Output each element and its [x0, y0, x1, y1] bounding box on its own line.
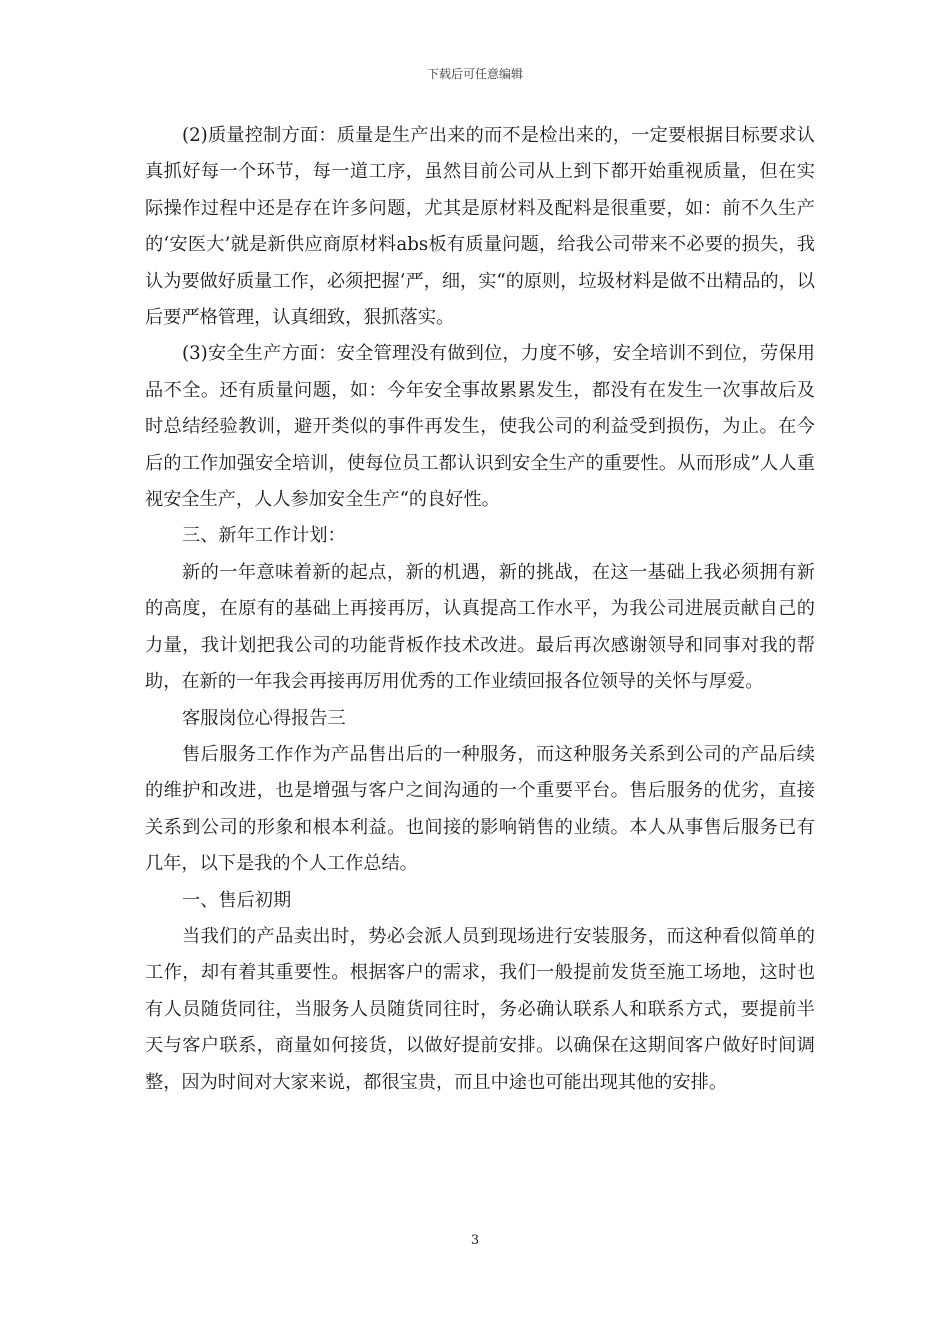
heading-after-sales-initial: 一、售后初期 [182, 889, 292, 911]
paragraph-after-sales-intro: 售后服务工作作为产品售出后的一种服务，而这种服务关系到公司的产品后续的维护和改进，也是增强与客户之间沟通的一个重要平台。售后服务的优劣，直接关系到公司的形象和根本利益。也间接的影响销售的业绩。本人从事售后服务已有几年，以下是我的个人工作总结。 [145, 743, 815, 875]
page-header: 下载后可任意编辑 [426, 67, 523, 81]
document-body [145, 118, 815, 1101]
page-number: 3 [470, 1233, 480, 1248]
paragraph-new-year-plan: 新的一年意味着新的起点，新的机遇，新的挑战，在这一基础上我必须拥有新的高度，在原有的基础上再接再厉，认真提高工作水平，为我公司进展贡献自己的力量，我计划把我公司的功能背板作技术改进。最后再次感谢领导和同事对我的帮助，在新的一年我会再接再厉用优秀的工作业绩回报各位领导的关怀与厚爱。 [145, 561, 815, 693]
paragraph-after-sales-initial: 当我们的产品卖出时，势必会派人员到现场进行安装服务，而这种看似简单的工作，却有着其重要性。根据客户的需求，我们一般提前发货至施工场地，这时也有人员随货同往，当服务人员随货同往时，务必确认联系人和联系方式，要提前半天与客户联系，商量如何接货，以做好提前安排。以确保在这期间客户做好时间调整，因为时间对大家来说，都很宝贵，而且中途也可能出现其他的安排。 [145, 925, 815, 1093]
paragraph-quality-control: (2)质量控制方面：质量是生产出来的而不是检出来的，一定要根据目标要求认真抓好每一个环节，每一道工序，虽然目前公司从上到下都开始重视质量，但在实际操作过程中还是存在许多问题，尤其是原材料及配料是很重要，如：前不久生产的‘安医大’就是新供应商原材料abs板有质量问题，给我公司带来不必要的损失，我认为要做好质量工作，必须把握‘严，细，实“的原则，垃圾材料是做不出精品的，以后要严格管理，认真细致，狠抓落实。 [145, 125, 815, 329]
heading-report-three: 客服岗位心得报告三 [182, 707, 346, 729]
heading-new-year-plan: 三、新年工作计划： [182, 525, 346, 547]
paragraph-safety-production: (3)安全生产方面：安全管理没有做到位，力度不够，安全培训不到位，劳保用品不全。还有质量问题，如：今年安全事故累累发生，都没有在发生一次事故后及时总结经验教训，避开类似的事件再发生，使我公司的利益受到损伤，为止。在今后的工作加强安全培训，使每位员工都认识到安全生产的重要性。从而形成”人人重视安全生产，人人参加安全生产“的良好性。 [145, 343, 815, 511]
